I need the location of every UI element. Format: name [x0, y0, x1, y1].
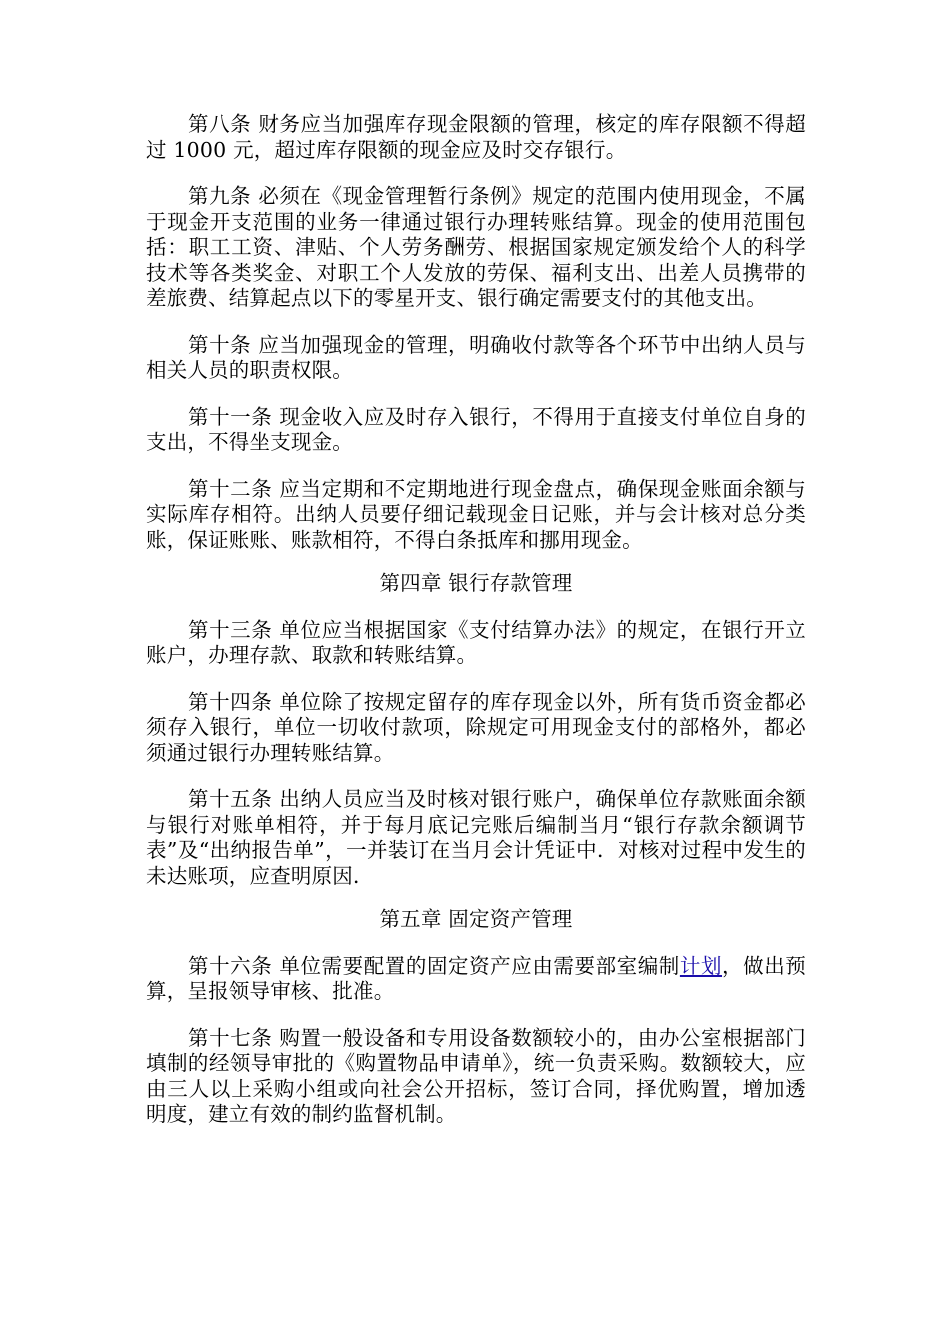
chapter-5-heading: 第五章 固定资产管理	[379, 907, 573, 931]
article-17: 第十七条 购置一般设备和专用设备数额较小的，由办公室根据部门填制的经领导审批的《购置物品申请单》，统一负责采购。数额较大，应由三人以上采购小组或向社会公开招标，签订合同，择优购置，增加透明度，建立有效的制约监督机制。	[146, 1025, 806, 1126]
article-16-text-start: 第十六条 单位需要配置的固定资产应由需要部室编制	[188, 953, 680, 978]
article-15: 第十五条 出纳人员应当及时核对银行账户，确保单位存款账面余额与银行对账单相符，并于每月底记完账后编制当月“银行存款余额调节表”及“出纳报告单”，一并装订在当月会计凭证中．对核对过程中发生的未达账项，应查明原因．	[146, 787, 806, 888]
document-page	[146, 112, 806, 1128]
chapter-4-heading: 第四章 银行存款管理	[379, 571, 573, 595]
article-10: 第十条 应当加强现金的管理，明确收付款等各个环节中出纳人员与相关人员的职责权限。	[146, 332, 806, 382]
article-8: 第八条 财务应当加强库存现金限额的管理，核定的库存限额不得超过 1000 元，超过库存限额的现金应及时交存银行。	[146, 112, 806, 162]
article-16-text-end: ，做出预算，呈报领导审核、批准。	[146, 953, 806, 1003]
article-12: 第十二条 应当定期和不定期地进行现金盘点，确保现金账面余额与实际库存相符。出纳人员要仔细记载现金日记账，并与会计核对总分类账，保证账账、账款相符，不得白条抵库和挪用现金。	[146, 476, 806, 552]
article-16	[146, 954, 806, 1005]
plan-link[interactable]: 计划	[679, 953, 723, 978]
article-13: 第十三条 单位应当根据国家《支付结算办法》的规定，在银行开立账户，办理存款、取款和转账结算。	[146, 617, 806, 667]
article-14: 第十四条 单位除了按规定留存的库存现金以外，所有货币资金都必须存入银行，单位一切收付款项，除规定可用现金支付的部格外，都必须通过银行办理转账结算。	[146, 689, 806, 765]
article-9: 第九条 必须在《现金管理暂行条例》规定的范围内使用现金，不属于现金开支范围的业务一律通过银行办理转账结算。现金的使用范围包括：职工工资、津贴、个人劳务酬劳、根据国家规定颁发给个人的科学技术等各类奖金、对职工个人发放的劳保、福利支出、出差人员携带的差旅费、结算起点以下的零星开支、银行确定需要支付的其他支出。	[146, 184, 806, 310]
article-11: 第十一条 现金收入应及时存入银行，不得用于直接支付单位自身的支出，不得坐支现金。	[146, 404, 806, 454]
